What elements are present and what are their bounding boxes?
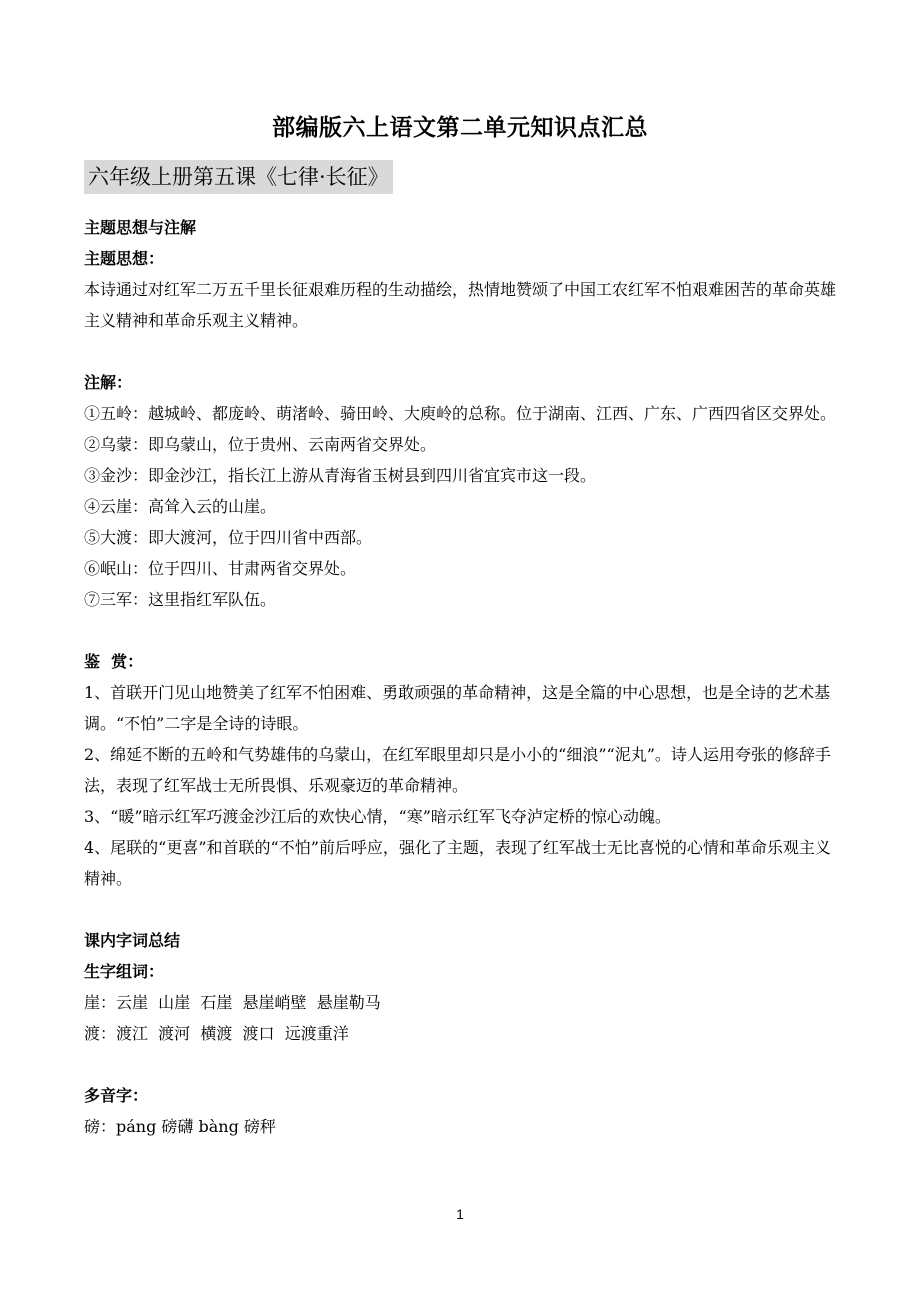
document-title: 部编版六上语文第二单元知识点汇总	[272, 115, 648, 141]
spacer	[84, 894, 840, 925]
spacer	[84, 1049, 840, 1080]
section-heading-theme: 主题思想与注解	[84, 218, 197, 237]
appreciation-heading: 鉴 赏：	[84, 652, 144, 671]
theme-paragraph: 本诗通过对红军二万五千里长征艰难历程的生动描绘，热情地赞颂了中国工农红军不怕艰难困苦的革命英雄主义精神和革命乐观主义精神。	[84, 280, 837, 330]
vocabulary-item: 崖：云崖 山崖 石崖 悬崖峭壁 悬崖勒马	[84, 993, 381, 1012]
document-body	[84, 212, 840, 1142]
vocabulary-item: 渡：渡江 渡河 横渡 渡口 远渡重洋	[84, 1024, 349, 1043]
note-item: ④云崖：高耸入云的山崖。	[84, 497, 277, 516]
appreciation-item: 3、“暖”暗示红军巧渡金沙江后的欢快心情，“寒”暗示红军飞夺泸定桥的惊心动魄。	[84, 807, 671, 826]
polyphonic-item: 磅：páng 磅礴 bàng 磅秤	[84, 1117, 276, 1136]
note-item: ①五岭：越城岭、都庞岭、萌渚岭、骑田岭、大庾岭的总称。位于湖南、江西、广东、广西四省区交界处。	[84, 404, 837, 423]
page-number: 1	[456, 1206, 464, 1222]
polyphonic-heading: 多音字：	[84, 1086, 149, 1105]
note-item: ③金沙：即金沙江，指长江上游从青海省玉树县到四川省宜宾市这一段。	[84, 466, 597, 485]
appreciation-item: 1、首联开门见山地赞美了红军不怕困难、勇敢顽强的革命精神，这是全篇的中心思想，也是全诗的艺术基调。“不怕”二字是全诗的诗眼。	[84, 683, 831, 733]
note-item: ⑤大渡：即大渡河，位于四川省中西部。	[84, 528, 373, 547]
vocabulary-heading: 课内字词总结	[84, 931, 181, 950]
subheading-theme-idea: 主题思想：	[84, 249, 165, 268]
spacer	[84, 336, 840, 367]
appreciation-item: 2、绵延不断的五岭和气势雄伟的乌蒙山，在红军眼里却只是小小的“细浪”“泥丸”。诗人运用夸张的修辞手法，表现了红军战士无所畏惧、乐观豪迈的革命精神。	[84, 745, 831, 795]
vocabulary-subheading: 生字组词：	[84, 962, 165, 981]
spacer	[84, 615, 840, 646]
lesson-banner: 六年级上册第五课《七律·长征》	[84, 160, 393, 194]
note-item: ⑦三军：这里指红军队伍。	[84, 590, 277, 609]
note-item: ⑥岷山：位于四川、甘肃两省交界处。	[84, 559, 357, 578]
note-item: ②乌蒙：即乌蒙山，位于贵州、云南两省交界处。	[84, 435, 437, 454]
appreciation-item: 4、尾联的“更喜”和首联的“不怕”前后呼应，强化了主题，表现了红军战士无比喜悦的心情和革命乐观主义精神。	[84, 838, 831, 888]
notes-heading: 注解：	[84, 373, 133, 392]
